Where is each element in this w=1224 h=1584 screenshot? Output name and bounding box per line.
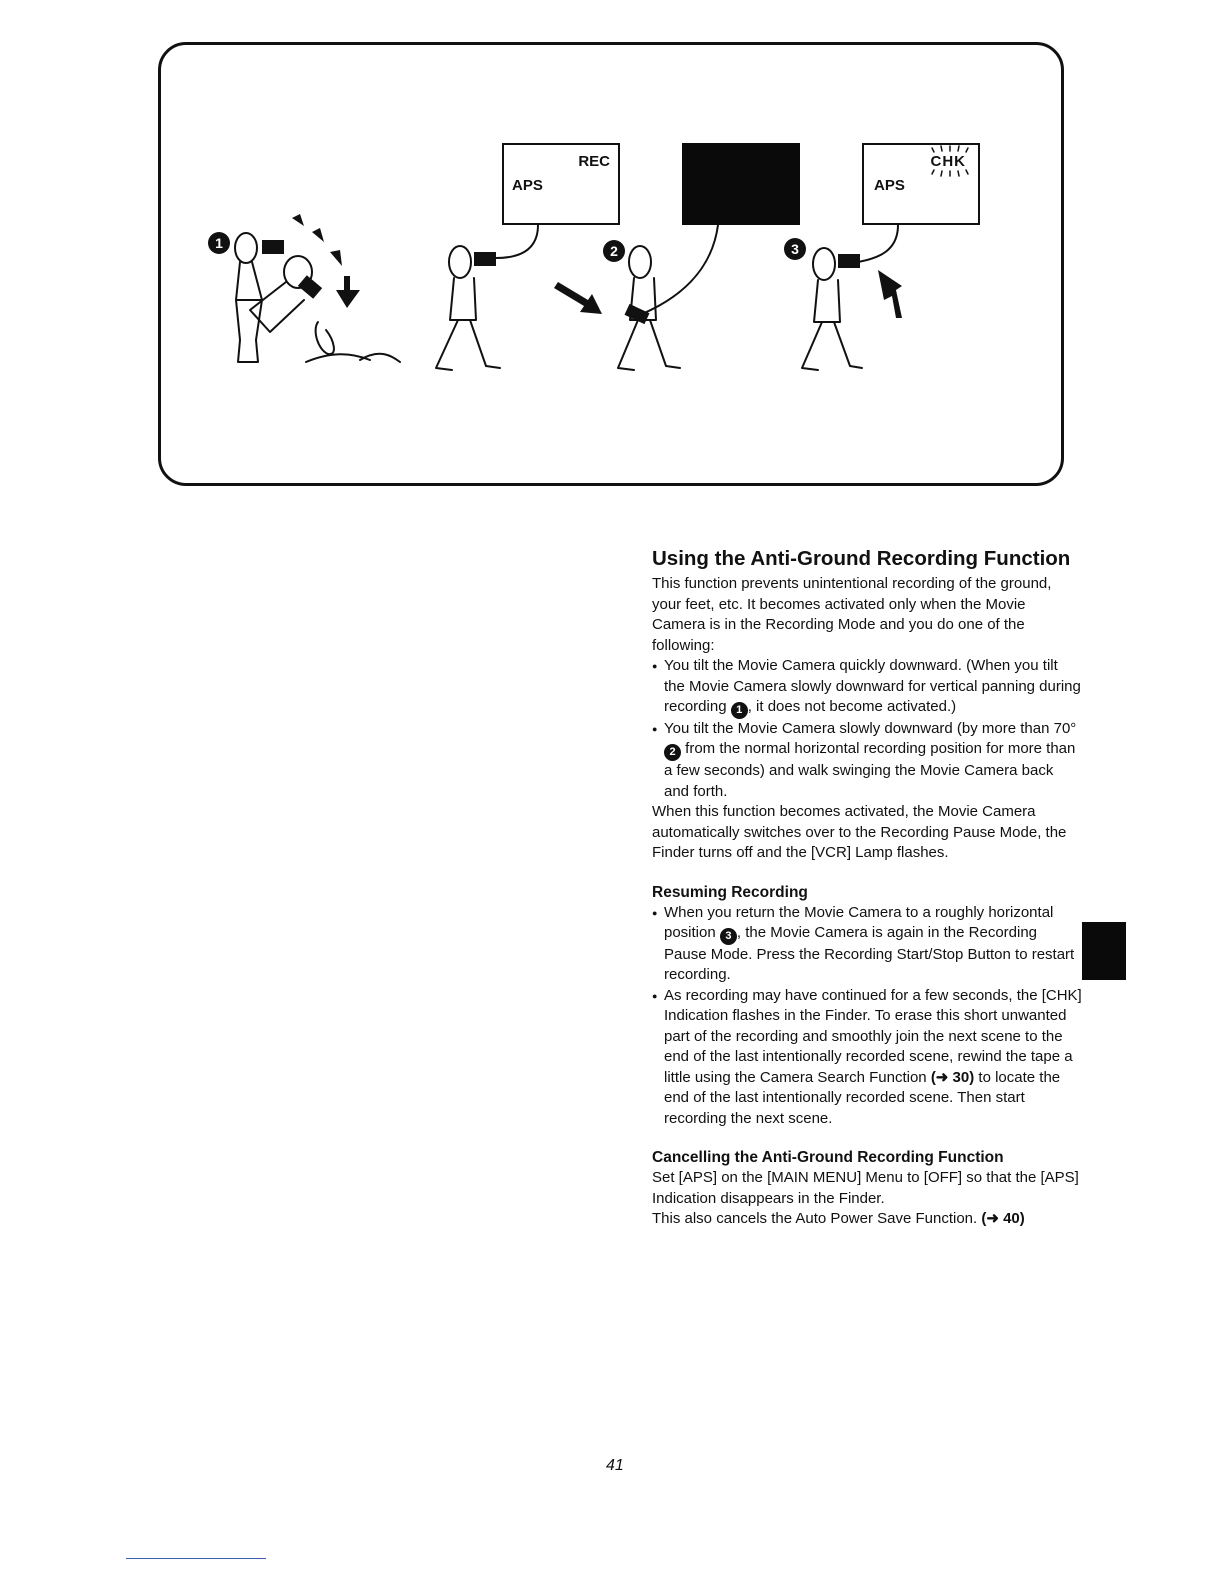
chk-flash-rays [932, 146, 968, 176]
resuming-heading: Resuming Recording [652, 883, 808, 901]
step-badge-2: 2 [603, 240, 625, 262]
resuming-list [652, 903, 1082, 1130]
cable-1 [496, 225, 538, 258]
finder-aps-label: APS [512, 177, 543, 194]
figure-1 [235, 233, 400, 362]
finder-rec-label: REC [578, 153, 610, 170]
list-item: ● You tilt the Movie Camera quickly downward. (When you tilt the Movie Camera slowly downward for vertical panning during recording 1 , it does not become activated.) [652, 656, 1082, 719]
activation-list [652, 656, 1082, 802]
page-number: 41 [606, 1457, 624, 1474]
step-badge-3: 3 [784, 238, 806, 260]
camera-2 [474, 252, 496, 266]
list-item: ● When you return the Movie Camera to a roughly horizontal position 3 , the Movie Camera is again in the Recording Pause Mode. Press the Recording Start/Stop Button to restart recording. [652, 903, 1082, 986]
finder-chk-label: CHK [930, 153, 966, 170]
camera-4 [838, 254, 860, 268]
step-ref-1: 1 [731, 702, 748, 719]
step-ref-2: 2 [664, 744, 681, 761]
finder-aps-label: APS [874, 177, 905, 194]
arrow-down-right [554, 282, 602, 314]
bottom-rule [126, 1558, 266, 1559]
figure-3 [618, 246, 680, 370]
step-ref-3: 3 [720, 928, 737, 945]
outro-paragraph: When this function becomes activated, the Movie Camera automatically switches over to the Recording Pause Mode, the Finder turns off and the [VCR] Lamp flashes. [652, 803, 1067, 861]
intro-paragraph: This function prevents unintentional recording of the ground, your feet, etc. It becomes activated only when the Movie Camera is in the Recording Mode and you do one of the following: [652, 575, 1052, 654]
cable-2 [632, 225, 718, 318]
cancelling-line-2: This also cancels the Auto Power Save Function. (➜ 40) [652, 1210, 1025, 1228]
cameras [262, 240, 860, 324]
side-tab-marker [1082, 922, 1126, 980]
list-item: ● You tilt the Movie Camera slowly downward (by more than 70° 2 from the normal horizontal recording position for more than a few seconds) and walk swinging the Movie Camera back and forth. [652, 719, 1082, 802]
arrow-up [878, 270, 902, 318]
cancelling-heading: Cancelling the Anti-Ground Recording Function [652, 1149, 1004, 1167]
text-column [652, 546, 1082, 1230]
section-title: Using the Anti-Ground Recording Function [652, 547, 1071, 570]
page-reference-30: (➜ 30) [930, 1068, 975, 1086]
cancelling-line-1: Set [APS] on the [MAIN MENU] Menu to [OFF] so that the [APS] Indication disappears in the Finder. [652, 1169, 1079, 1207]
step-badge-1: 1 [208, 232, 230, 254]
camera-1b [298, 275, 322, 299]
page-reference-40: (➜ 40) [981, 1210, 1025, 1228]
list-item: ● As recording may have continued for a few seconds, the [CHK] Indication flashes in the Finder. To erase this short unwanted part of the recording and smoothly join the next scene to the end of the last intentionally recorded scene, rewind the tape a little using the Camera Search Function (➜ 30) to locate the end of the last intentionally recorded scene. Then start recording the next scene. [652, 986, 1082, 1130]
cable-3 [858, 225, 898, 262]
motion-arrows [292, 214, 902, 318]
camera-1 [262, 240, 284, 254]
